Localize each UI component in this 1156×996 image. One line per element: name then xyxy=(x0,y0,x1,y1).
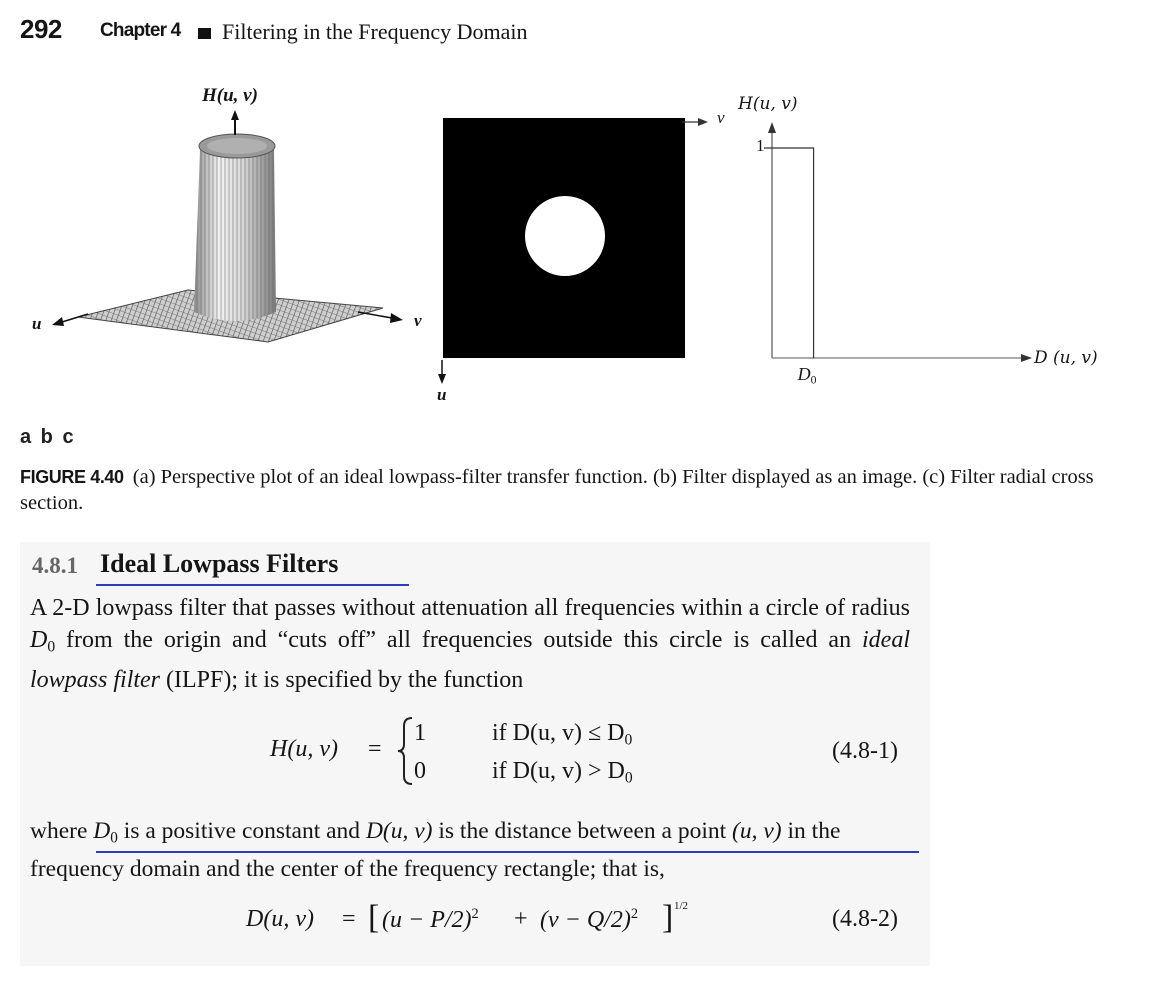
panel-c-x-axis-label: D (u, v) xyxy=(1034,348,1098,368)
panel-c-y-tick: 1 xyxy=(756,136,765,155)
eq2-plus: + xyxy=(514,906,528,932)
panel-b-axes xyxy=(430,100,740,410)
eq1-condition-1: if D(u, $v) \le D_0$ xyxy=(492,720,633,749)
panel-labels: a b c xyxy=(20,426,76,448)
eq2-left-bracket: [ xyxy=(368,899,380,936)
eq2-number: (4.8-2) xyxy=(832,906,898,932)
title-underline xyxy=(96,584,409,586)
page-number: 292 xyxy=(20,14,62,44)
chapter-label: Chapter 4 xyxy=(100,20,181,41)
eq2-lhs: D(u, v) xyxy=(246,906,314,932)
panel-c-x-tick: $D_0$ xyxy=(797,364,817,387)
eq2-term-2: $(v - Q/2)^2$ xyxy=(540,906,639,933)
figure-number: FIGURE 4.40 xyxy=(20,467,124,487)
eq1-condition-2: if D(u, $v) > D_0$ xyxy=(492,758,633,787)
chapter-title: Filtering in the Frequency Domain xyxy=(222,19,528,44)
eq1-lhs: H(u, v) xyxy=(270,736,338,762)
eq1-equals: = xyxy=(368,736,382,762)
paragraph-2: where $D_0$ is a positive constant and D(u, v) is the distance between a point (u, v) in the frequency domain and the center of the frequency rectangle; that is, xyxy=(30,818,841,882)
panel-b-v-label: v xyxy=(717,108,725,127)
paragraph-1: A 2-D lowpass filter that passes without attenuation all frequencies within a circle of radius $D_0$ from the origin and “cuts off” all frequencies outside this circle is called an ideal lowpass filter (ILPF); it is specified by the function xyxy=(30,595,910,693)
x-axis-arrow xyxy=(1021,354,1032,362)
equation-4-8-1 xyxy=(0,712,1156,792)
equation-4-8-2 xyxy=(0,898,1156,948)
eq1-number: (4.8-1) xyxy=(832,738,898,764)
square-bullet-icon xyxy=(198,28,211,39)
panel-b-u-label: u xyxy=(437,385,447,404)
eq1-value-1: 1 xyxy=(414,720,426,746)
eq2-equals: = xyxy=(342,906,356,932)
section-number: 4.8.1 xyxy=(32,553,78,578)
panel-a-v-label: v xyxy=(414,311,422,330)
eq2-term-1: $(u - P/2)^2$ xyxy=(382,906,479,933)
section-title: Ideal Lowpass Filters xyxy=(100,549,339,578)
panel-a-axis-top-label: H(u, v) xyxy=(202,85,258,106)
figure-panel-c xyxy=(728,92,1128,402)
panel-a-u-label: u xyxy=(32,314,42,333)
eq2-outer-exponent: 1/2 xyxy=(674,900,689,912)
panel-c-axis-top-label: H(u, v) xyxy=(738,94,798,114)
caption-text: (a) Perspective plot of an ideal lowpass-filter transfer function. (b) Filter displayed as an image. (c) Filter radial cross section. xyxy=(20,466,1094,514)
perspective-plot xyxy=(28,80,448,350)
paragraph-underline xyxy=(96,851,919,853)
figure-panel-a xyxy=(28,80,448,350)
figure-panel-b xyxy=(430,100,740,410)
eq1-value-0: 0 xyxy=(414,758,426,784)
eq2-right-bracket: ] xyxy=(662,899,674,936)
figure-caption xyxy=(20,464,1130,516)
cylinder xyxy=(194,134,276,321)
eq1-brace xyxy=(396,716,416,786)
y-axis-arrow xyxy=(768,122,776,133)
